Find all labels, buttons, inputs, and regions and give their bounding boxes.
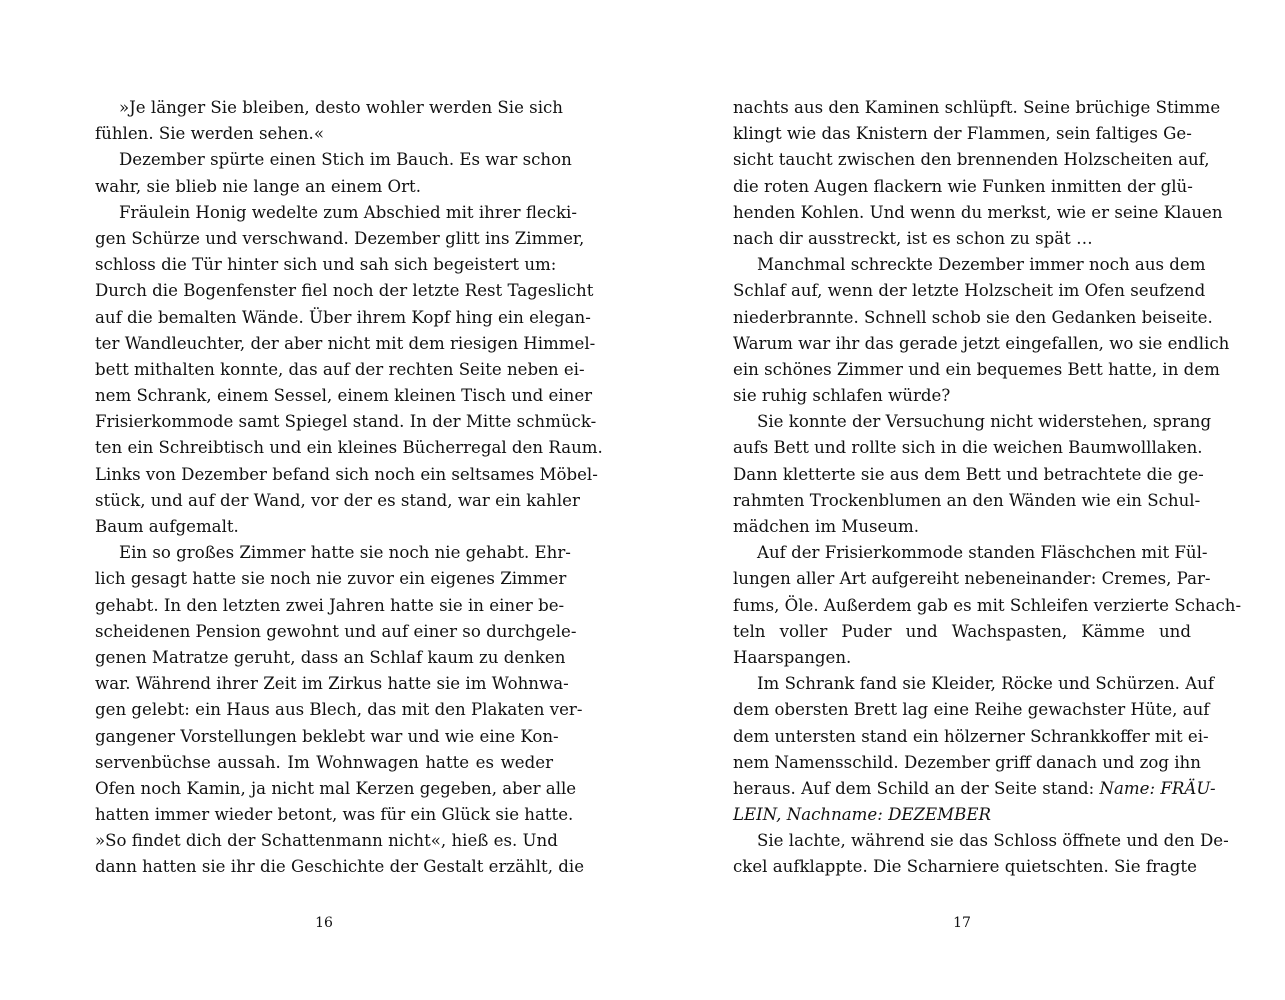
- line-text: nem Schrank, einem Sessel, einem kleinen Tisch und einer: [95, 386, 593, 406]
- line-text: gangener Vorstellungen beklebt war und wie eine Kon-: [95, 726, 559, 746]
- line-text: ckel aufklappte. Die Scharniere quietschten. Sie fragte: [733, 857, 1197, 877]
- text-line: [95, 854, 585, 880]
- text-line: [733, 95, 1221, 121]
- text-line: [733, 619, 1191, 645]
- text-line: [733, 540, 1208, 566]
- line-text: stück, und auf der Wand, vor der es stand, war ein kahler: [95, 490, 580, 510]
- text-line: [95, 252, 557, 278]
- text-line: [733, 828, 1229, 854]
- line-text: Ofen noch Kamin, ja nicht mal Kerzen gegeben, aber alle: [95, 778, 577, 798]
- line-text: Baum aufgemalt.: [95, 517, 239, 536]
- text-line: [733, 331, 1230, 357]
- text-line: [95, 828, 558, 854]
- line-text: Im Schrank fand sie Kleider, Röcke und Schürzen. Auf: [757, 674, 1214, 694]
- text-line: [733, 566, 1211, 592]
- text-line: [95, 200, 577, 226]
- line-text: ter Wandleuchter, der aber nicht mit dem riesigen Himmel-: [95, 333, 596, 353]
- line-text: Ein so großes Zimmer hatte sie noch nie gehabt. Ehr-: [119, 543, 571, 563]
- text-line: [95, 305, 591, 331]
- text-line: [733, 750, 1201, 776]
- line-text: dem untersten stand ein hölzerner Schrankkoffer mit ei-: [733, 726, 1209, 746]
- line-text: wahr, sie blieb nie lange an einem Ort.: [95, 176, 421, 196]
- text-line: [95, 488, 580, 514]
- line-text: Sie konnte der Versuchung nicht widerstehen, sprang: [757, 412, 1212, 432]
- line-text: gen gelebt: ein Haus aus Blech, das mit den Plakaten ver-: [95, 700, 583, 720]
- text-line: [95, 619, 577, 645]
- text-line: [733, 409, 1212, 435]
- line-text: gehabt. In den letzten zwei Jahren hatte sie in einer be-: [95, 595, 565, 615]
- line-text: die roten Augen flackern wie Funken inmitten der glü-: [733, 176, 1193, 196]
- text-line: [95, 121, 553, 147]
- text-line: [733, 121, 1191, 147]
- line-text: gen Schürze und verschwand. Dezember glitt ins Zimmer,: [95, 228, 585, 248]
- line-text: hatten immer wieder betont, was für ein Glück sie hatte.: [95, 805, 574, 825]
- text-line: [95, 147, 572, 173]
- text-line: [733, 776, 1216, 802]
- line-text: dem obersten Brett lag eine Reihe gewachster Hüte, auf: [733, 700, 1210, 720]
- line-text: heraus. Auf dem Schild an der Seite stand:: [733, 778, 1100, 798]
- text-line: [733, 435, 1203, 461]
- text-line: [95, 802, 574, 828]
- line-text: klingt wie das Knistern der Flammen, sein faltiges Ge-: [733, 124, 1192, 144]
- text-line: [95, 383, 593, 409]
- text-line: [733, 305, 1213, 331]
- line-italic-text: LEIN, Nachname: DEZEMBER: [733, 805, 991, 825]
- text-line: [95, 593, 565, 619]
- line-text: scheidenen Pension gewohnt und auf einer so durchgele-: [95, 621, 577, 641]
- line-text: auf die bemalten Wände. Über ihrem Kopf hing ein elegan-: [95, 307, 591, 327]
- text-line: [95, 750, 553, 776]
- line-text: nachts aus den Kaminen schlüpft. Seine brüchige Stimme: [733, 98, 1221, 117]
- text-line: [733, 147, 1210, 173]
- text-line: [95, 645, 566, 671]
- text-line: [733, 462, 1204, 488]
- text-line: [733, 383, 1191, 409]
- line-text: lungen aller Art aufgereiht nebeneinander: Cremes, Par-: [733, 569, 1211, 589]
- line-text: Schlaf auf, wenn der letzte Holzscheit im Ofen seufzend: [733, 281, 1206, 301]
- line-text: »Je länger Sie bleiben, desto wohler werden Sie sich: [119, 98, 563, 117]
- text-line: [95, 357, 585, 383]
- line-text: nach dir ausstreckt, ist es schon zu spät …: [733, 228, 1093, 248]
- line-text: dann hatten sie ihr die Geschichte der Gestalt erzählt, die: [95, 857, 585, 877]
- line-text: Warum war ihr das gerade jetzt eingefallen, wo sie endlich: [733, 333, 1230, 353]
- text-line: [95, 331, 596, 357]
- line-text: Links von Dezember befand sich noch ein seltsames Möbel-: [95, 464, 598, 484]
- text-line: [733, 174, 1191, 200]
- text-line: [95, 724, 559, 750]
- line-text: aufs Bett und rollte sich in die weichen Baumwolllaken.: [733, 438, 1203, 458]
- text-line: [733, 645, 1191, 671]
- line-text: sicht taucht zwischen den brennenden Holzscheiten auf,: [733, 150, 1210, 170]
- text-line: [733, 854, 1197, 880]
- text-line: [733, 252, 1206, 278]
- line-text: Frisierkommode samt Spiegel stand. In der Mitte schmück-: [95, 412, 597, 432]
- text-line: [733, 802, 1191, 828]
- text-line: [95, 697, 583, 723]
- text-line: [95, 226, 585, 252]
- page-number-right: 17: [953, 915, 971, 931]
- line-text: Haarspangen.: [733, 647, 852, 667]
- line-text: genen Matratze geruht, dass an Schlaf kaum zu denken: [95, 647, 566, 667]
- line-text: fums, Öle. Außerdem gab es mit Schleifen verzierte Schach-: [733, 595, 1242, 615]
- text-line: [95, 462, 598, 488]
- line-text: teln voller Puder und Wachspasten, Kämme und: [733, 621, 1191, 641]
- line-text: »So findet dich der Schattenmann nicht«, hieß es. Und: [95, 831, 558, 851]
- text-line: [95, 671, 569, 697]
- text-line: [95, 514, 553, 540]
- text-line: [95, 540, 571, 566]
- line-text: ein schönes Zimmer und ein bequemes Bett hatte, in dem: [733, 359, 1220, 379]
- text-line: [733, 200, 1223, 226]
- text-line: [95, 95, 563, 121]
- text-line: [733, 226, 1191, 252]
- text-line: [733, 488, 1201, 514]
- line-text: Fräulein Honig wedelte zum Abschied mit ihrer flecki-: [119, 202, 577, 222]
- line-text: ten ein Schreibtisch und ein kleines Bücherregal den Raum.: [95, 438, 603, 458]
- text-line: [95, 174, 553, 200]
- line-text: henden Kohlen. Und wenn du merkst, wie er seine Klauen: [733, 202, 1223, 222]
- text-line: [733, 671, 1214, 697]
- line-text: Manchmal schreckte Dezember immer noch aus dem: [757, 255, 1206, 275]
- line-text: war. Während ihrer Zeit im Zirkus hatte sie im Wohnwa-: [95, 674, 569, 694]
- page-number-left: 16: [315, 915, 333, 931]
- text-line: [733, 593, 1242, 619]
- line-text: Auf der Frisierkommode standen Fläschchen mit Fül-: [757, 543, 1208, 563]
- line-text: niederbrannte. Schnell schob sie den Gedanken beiseite.: [733, 307, 1213, 327]
- text-line: [95, 409, 597, 435]
- line-text: mädchen im Museum.: [733, 517, 920, 536]
- line-text: nem Namensschild. Dezember griff danach und zog ihn: [733, 752, 1201, 772]
- line-text: Sie lachte, während sie das Schloss öffnete und den De-: [757, 831, 1229, 851]
- text-line: [733, 697, 1210, 723]
- text-line: [733, 278, 1206, 304]
- text-line: [733, 514, 1191, 540]
- text-line: [733, 357, 1220, 383]
- right-page-text: [733, 95, 1242, 881]
- text-line: [95, 435, 603, 461]
- line-text: schloss die Tür hinter sich und sah sich begeistert um:: [95, 255, 557, 275]
- line-text: servenbüchse aussah. Im Wohnwagen hatte es weder: [95, 752, 553, 772]
- line-text: Durch die Bogenfenster fiel noch der letzte Rest Tageslicht: [95, 281, 594, 301]
- line-text: fühlen. Sie werden sehen.«: [95, 124, 324, 144]
- text-line: [733, 724, 1209, 750]
- line-text: rahmten Trockenblumen an den Wänden wie ein Schul-: [733, 490, 1201, 510]
- text-line: [95, 566, 567, 592]
- line-text: Dann kletterte sie aus dem Bett und betrachtete die ge-: [733, 464, 1204, 484]
- line-text: Dezember spürte einen Stich im Bauch. Es war schon: [119, 150, 572, 170]
- line-text: sie ruhig schlafen würde?: [733, 386, 951, 406]
- line-text: bett mithalten konnte, das auf der rechten Seite neben ei-: [95, 359, 585, 379]
- line-text: lich gesagt hatte sie noch nie zuvor ein eigenes Zimmer: [95, 569, 567, 589]
- left-page-text: [95, 95, 603, 881]
- line-italic-text: Name: FRÄU-: [1099, 778, 1216, 798]
- text-line: [95, 776, 577, 802]
- text-line: [95, 278, 594, 304]
